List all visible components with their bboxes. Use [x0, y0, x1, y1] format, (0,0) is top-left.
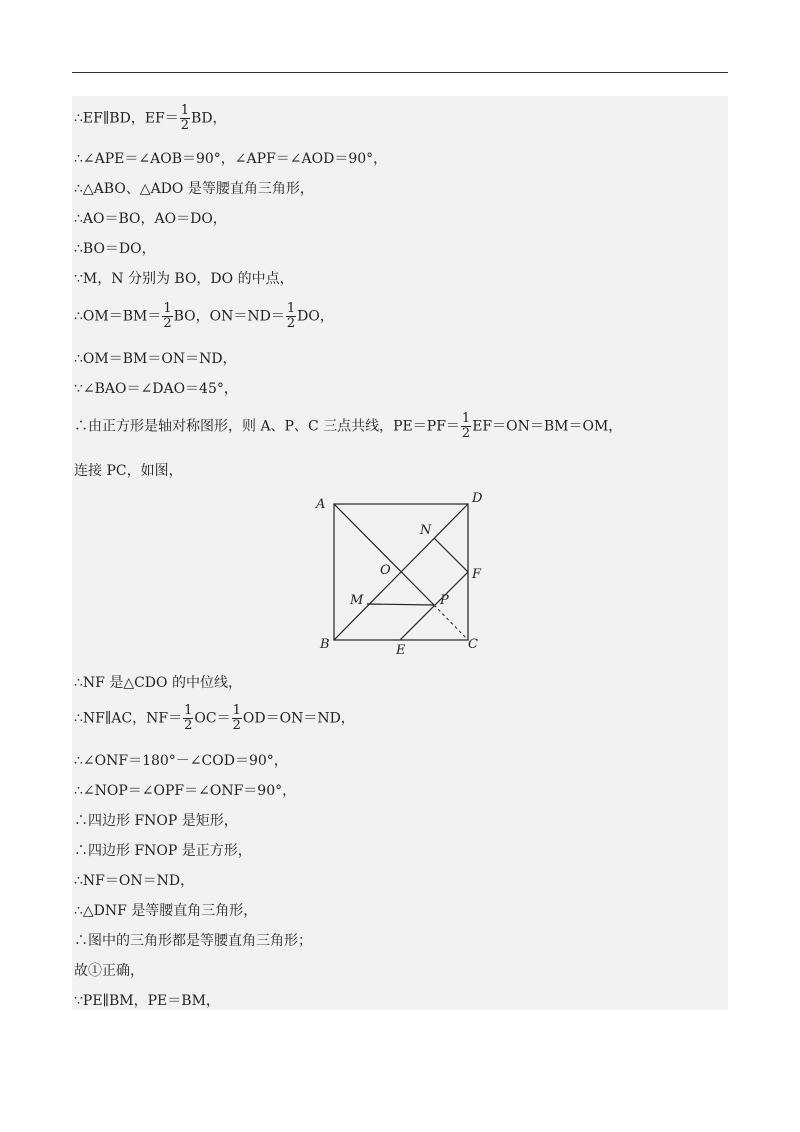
segment-ef [400, 572, 468, 640]
math-text: ∵M，N 分别为 BO，DO 的中点， [74, 271, 294, 287]
math-text: ∴∠ONF＝180°－∠COD＝90°， [74, 753, 288, 769]
solution-line [74, 210, 227, 228]
math-text: DO， [297, 308, 334, 325]
math-text: ∴OM＝BM＝ON＝ND， [74, 351, 237, 367]
solution-line [74, 240, 156, 258]
solution-line [74, 412, 622, 441]
label-a: A [316, 497, 326, 512]
math-text: OD＝ON＝ND， [242, 710, 355, 727]
segment-pc-dashed [434, 605, 468, 640]
solution-line [74, 150, 387, 168]
solution-line [74, 842, 252, 860]
label-m: M [350, 593, 364, 608]
solution-line [74, 462, 183, 480]
fraction [180, 104, 190, 133]
math-text: ∴OM＝BM＝ [74, 308, 162, 325]
math-text: BO，ON＝ND＝ [173, 308, 285, 325]
fraction-numerator: 1 [180, 103, 190, 118]
math-text: ∴四边形 FNOP 是正方形， [74, 843, 252, 859]
math-text: 连接 PC，如图， [74, 463, 183, 479]
fraction [183, 704, 193, 733]
solution-line [74, 180, 314, 198]
fraction-denominator: 2 [286, 316, 296, 331]
math-text: ∴AO＝BO，AO＝DO， [74, 211, 227, 227]
solution-line [74, 992, 220, 1010]
math-text: OC＝ [194, 710, 231, 727]
solution-line [74, 902, 257, 920]
solution-line [74, 812, 238, 830]
fraction-numerator: 1 [184, 703, 193, 718]
solution-line [74, 302, 334, 331]
segment-mp [367, 604, 434, 605]
math-text: ∴图中的三角形都是等腰直角三角形； [74, 933, 312, 949]
fraction [232, 704, 242, 733]
math-text: BD， [191, 110, 227, 127]
math-text: ∴NF＝ON＝ND， [74, 873, 195, 889]
fraction-numerator: 1 [461, 411, 471, 426]
solution-line [74, 962, 144, 980]
fraction-denominator: 2 [180, 118, 190, 133]
math-text: 故①正确， [74, 963, 144, 979]
geometry-figure [310, 486, 500, 656]
fraction-denominator: 2 [461, 426, 471, 441]
label-n: N [420, 523, 432, 538]
math-text: ∴四边形 FNOP 是矩形， [74, 813, 238, 829]
fraction-denominator: 2 [232, 718, 241, 733]
math-text: ∴△DNF 是等腰直角三角形， [74, 903, 258, 919]
fraction [461, 412, 471, 441]
label-e: E [396, 643, 406, 656]
fraction-numerator: 1 [232, 703, 241, 718]
solution-line [74, 752, 288, 770]
label-d: D [472, 491, 483, 506]
fraction [162, 302, 172, 331]
math-text: ∴EF∥BD，EF＝ [74, 110, 179, 127]
math-text: ∴由正方形是轴对称图形，则 A、P、C 三点共线，PE＝PF＝ [74, 418, 460, 435]
solution-line [74, 104, 227, 133]
solution-line [74, 380, 238, 398]
segment-nf [434, 538, 468, 572]
math-text: ∵∠BAO＝∠DAO＝45°， [74, 381, 238, 397]
fraction-numerator: 1 [163, 301, 172, 316]
math-text: ∵PE∥BM，PE＝BM， [74, 993, 220, 1009]
math-text: ∴∠APE＝∠AOB＝90°，∠APF＝∠AOD＝90°， [74, 151, 388, 167]
math-text: ∴NF∥AC，NF＝ [74, 710, 183, 727]
solution-line [74, 674, 242, 692]
math-text: ∴△ABO、△ADO 是等腰直角三角形， [74, 181, 314, 197]
fraction-denominator: 2 [163, 316, 172, 331]
fraction [286, 302, 296, 331]
solution-line [74, 782, 296, 800]
label-c: C [468, 637, 478, 652]
math-text: EF＝ON＝BM＝OM， [472, 418, 623, 435]
solution-line [74, 350, 237, 368]
solution-line [74, 270, 294, 288]
label-b: B [320, 637, 330, 652]
solution-line [74, 704, 355, 733]
math-text: ∴NF 是△CDO 的中位线， [74, 675, 242, 691]
solution-line [74, 872, 194, 890]
math-text: ∴BO＝DO， [74, 241, 156, 257]
label-f: F [472, 567, 482, 582]
fraction-numerator: 1 [286, 301, 296, 316]
header-rule [72, 72, 728, 73]
label-o: O [380, 563, 391, 578]
math-text: ∴∠NOP＝∠OPF＝∠ONF＝90°， [74, 783, 297, 799]
fraction-denominator: 2 [184, 718, 193, 733]
label-p: P [440, 593, 449, 608]
solution-line [74, 932, 312, 950]
